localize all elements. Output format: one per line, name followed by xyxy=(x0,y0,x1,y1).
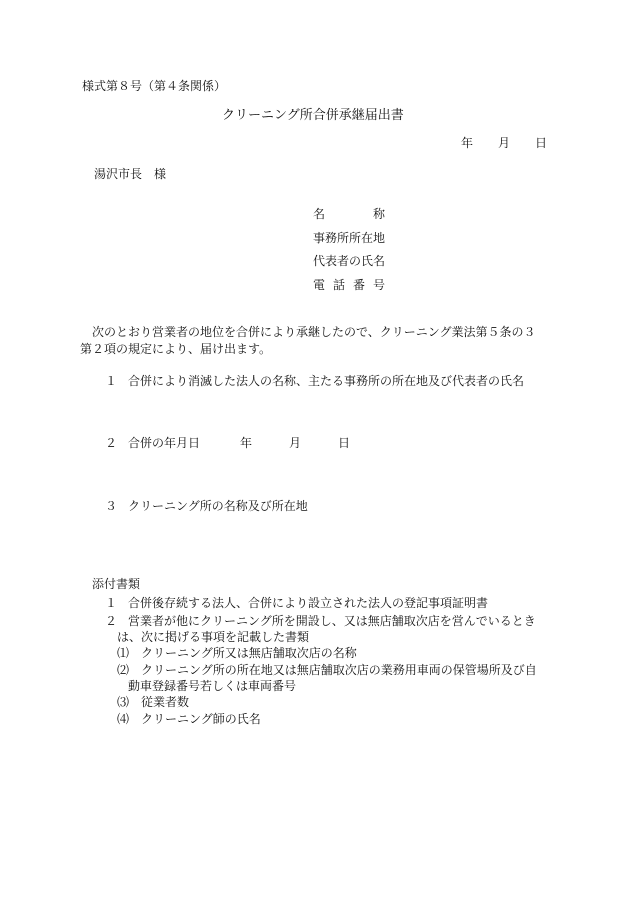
applicant-phone-label-b: 話 xyxy=(333,278,346,292)
form-number: 様式第８号（第４条関係） xyxy=(82,79,227,93)
attachment-1-text: 合併後存続する法人、合併により設立された法人の登記事項証明書 xyxy=(128,596,489,610)
attachments-heading: 添付書類 xyxy=(92,577,141,591)
attachment-2-text-line-2: は、次に掲げる事項を記載した書類 xyxy=(117,630,310,644)
item-3-number: ３ xyxy=(105,499,118,513)
item-1-text: 合併により消滅した法人の名称、主たる事務所の所在地及び代表者の氏名 xyxy=(128,374,525,388)
date-month-label: 月 xyxy=(498,136,511,150)
subitem-2-text-line-2: 動車登録番号若しくは車両番号 xyxy=(128,679,297,693)
applicant-name-label-b: 称 xyxy=(373,207,386,221)
applicant-office-address-label: 事務所所在地 xyxy=(313,231,386,245)
subitem-4-text: クリーニング師の氏名 xyxy=(141,712,261,726)
subitem-2-text-line-1: クリーニング所の所在地又は無店舗取次店の業務用車両の保管場所及び自 xyxy=(141,663,537,677)
attachment-1-number: １ xyxy=(105,596,118,610)
item-2-text: 合併の年月日 xyxy=(128,436,201,450)
item-2-month-label: 月 xyxy=(289,436,302,450)
subitem-3-number: ⑶ xyxy=(117,695,130,709)
body-text-line-2: 第２項の規定により、届け出ます。 xyxy=(80,342,272,356)
applicant-phone-label-d: 号 xyxy=(373,278,386,292)
item-1-number: １ xyxy=(105,374,118,388)
subitem-4-number: ⑷ xyxy=(117,712,130,726)
applicant-phone-label-a: 電 xyxy=(313,278,326,292)
date-day-label: 日 xyxy=(535,136,548,150)
addressee: 湯沢市長 様 xyxy=(94,167,167,181)
applicant-name-label-a: 名 xyxy=(313,207,326,221)
subitem-2-number: ⑵ xyxy=(117,663,130,677)
subitem-1-text: クリーニング所又は無店舗取次店の名称 xyxy=(141,646,357,660)
item-3-text: クリーニング所の名称及び所在地 xyxy=(128,499,308,513)
body-text-line-1: 次のとおり営業者の地位を合併により承継したので、クリーニング業法第５条の３ xyxy=(92,325,536,339)
item-2-day-label: 日 xyxy=(338,436,351,450)
date-year-label: 年 xyxy=(461,136,474,150)
document-title: クリーニング所合併承継届出書 xyxy=(222,108,404,123)
item-2-year-label: 年 xyxy=(240,436,253,450)
item-2-number: ２ xyxy=(105,436,118,450)
subitem-1-number: ⑴ xyxy=(117,646,130,660)
attachment-2-text-line-1: 営業者が他にクリーニング所を開設し、又は無店舗取次店を営んでいるとき xyxy=(128,614,536,628)
subitem-3-text: 従業者数 xyxy=(141,695,190,709)
applicant-representative-label: 代表者の氏名 xyxy=(313,254,386,268)
applicant-phone-label-c: 番 xyxy=(353,278,366,292)
attachment-2-number: ２ xyxy=(105,614,118,628)
